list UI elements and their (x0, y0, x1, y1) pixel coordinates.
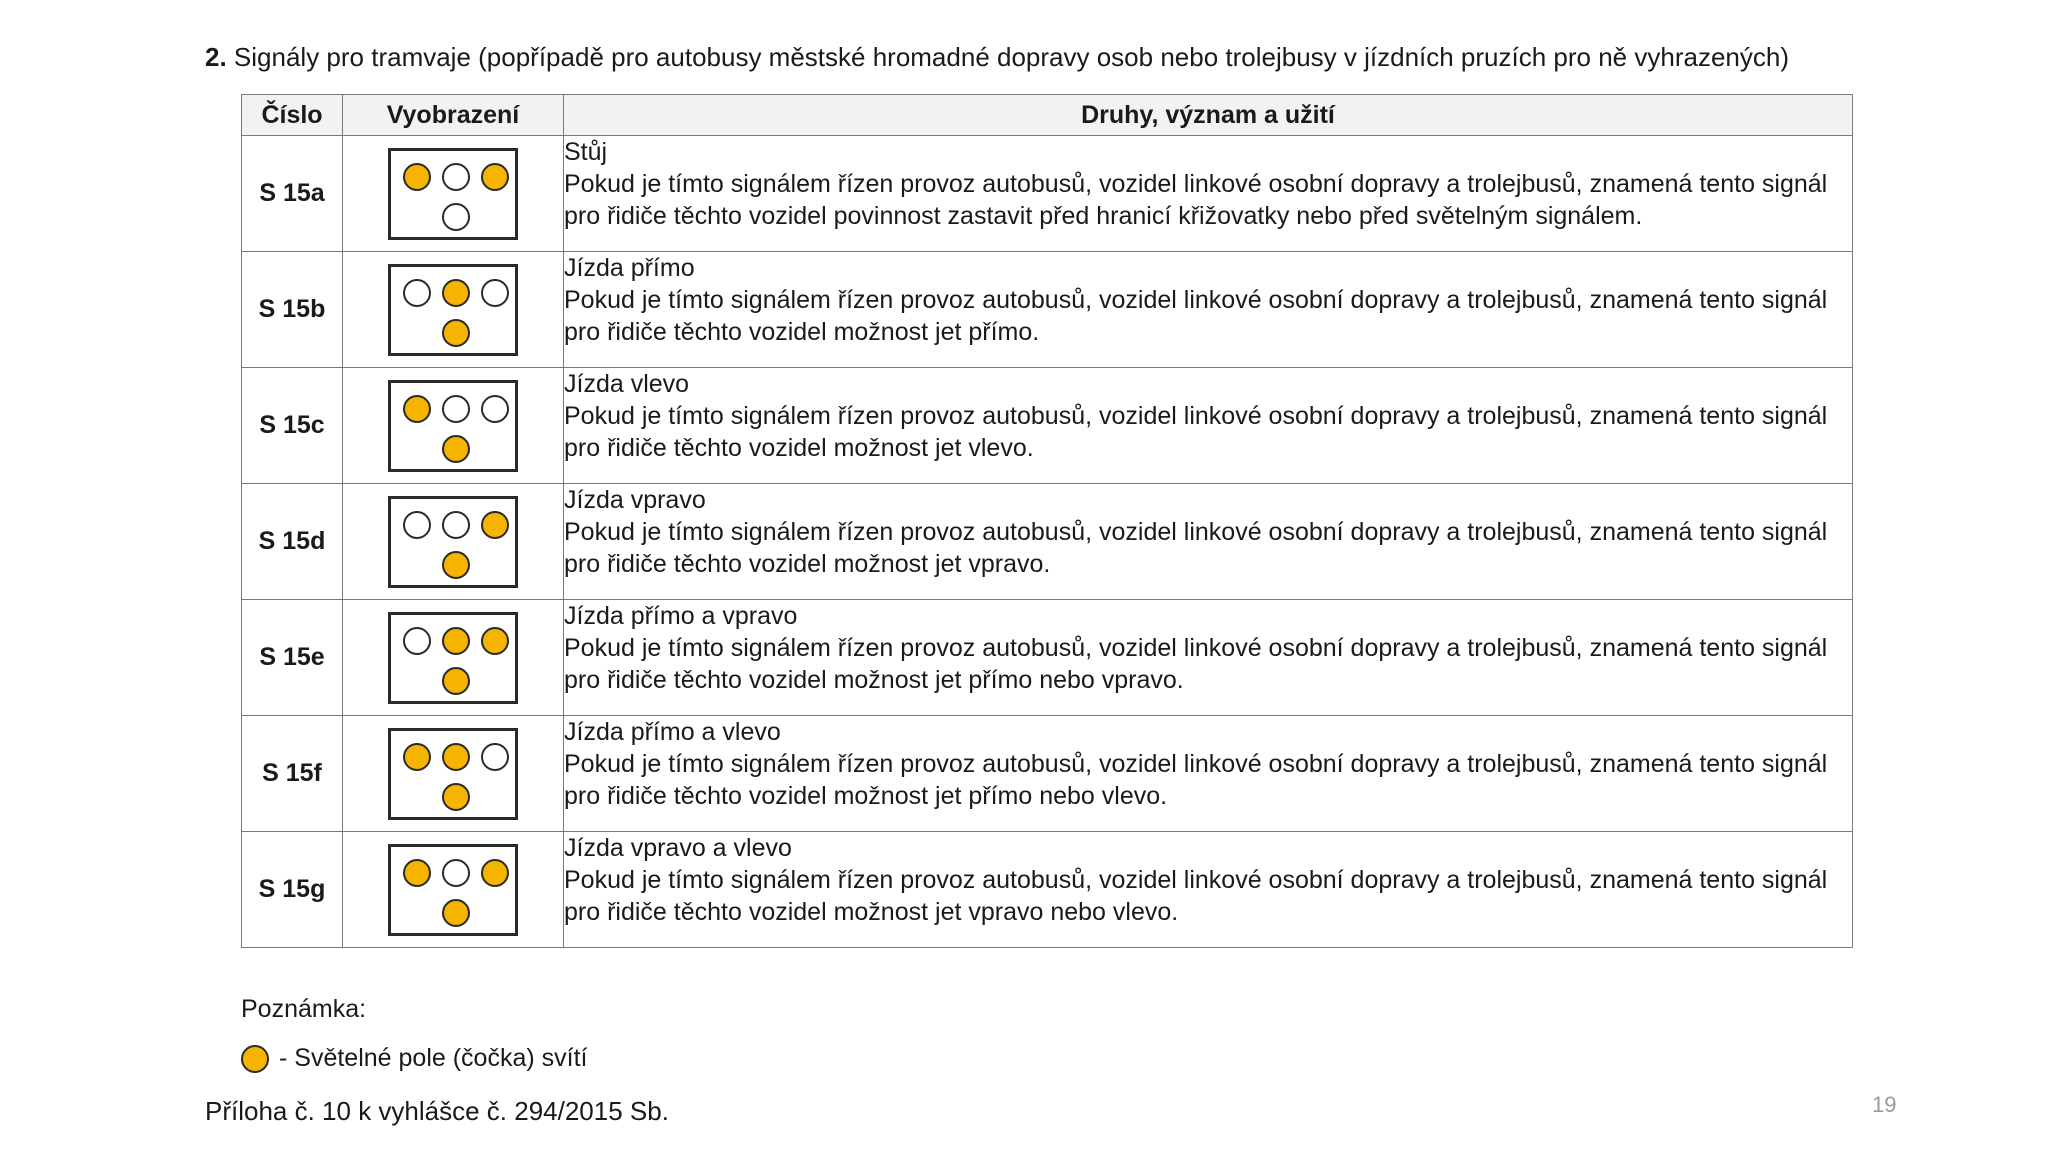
traffic-signal-icon (388, 264, 518, 356)
traffic-signal-icon (388, 380, 518, 472)
signal-meaning (564, 136, 1853, 252)
signal-lens-bottom-lit (442, 667, 470, 695)
signal-description: Pokud je tímto signálem řízen provoz autobusů, vozidel linkové osobní dopravy a trolejbusů, znamená tento signál pro řidiče těchto vozidel možnost jet přímo. (564, 286, 1828, 346)
signal-lens-right-lit (481, 627, 509, 655)
table-row (242, 600, 1853, 716)
signal-lens-left-lit (403, 395, 431, 423)
table-row (242, 716, 1853, 832)
signal-lens-right-lit (481, 163, 509, 191)
signal-image-cell (343, 484, 564, 600)
signal-lens-bottom-lit (442, 783, 470, 811)
signal-image-cell (343, 136, 564, 252)
footer-reference: Příloha č. 10 k vyhlášce č. 294/2015 Sb. (205, 1096, 669, 1126)
signal-code: S 15f (242, 716, 343, 832)
signal-code: S 15b (242, 252, 343, 368)
signal-title: Jízda přímo a vpravo (564, 602, 798, 630)
signal-code: S 15a (242, 136, 343, 252)
signals-table (241, 94, 1853, 948)
signal-lens-left-lit (403, 859, 431, 887)
table-header-row (242, 95, 1853, 136)
page-number: 19 (1872, 1092, 1897, 1117)
section-number: 2. (205, 42, 227, 72)
signal-lens-left-off (403, 279, 431, 307)
signal-title: Jízda vpravo (564, 486, 706, 514)
signal-image-cell (343, 368, 564, 484)
legend (241, 1044, 587, 1073)
signal-description: Pokud je tímto signálem řízen provoz autobusů, vozidel linkové osobní dopravy a trolejbusů, znamená tento signál pro řidiče těchto vozidel možnost jet přímo nebo vpravo. (564, 634, 1828, 694)
signal-meaning (564, 484, 1853, 600)
signal-lens-bottom-lit (442, 899, 470, 927)
signal-lens-bottom-lit (442, 319, 470, 347)
section-title: Signály pro tramvaje (popřípadě pro autobusy městské hromadné dopravy osob nebo trolejbusy v jízdních pruzích pro ně vyhrazených) (233, 42, 1789, 72)
signal-meaning (564, 832, 1853, 948)
signal-lens-right-lit (481, 511, 509, 539)
signal-lens-middle-lit (442, 743, 470, 771)
signal-meaning (564, 600, 1853, 716)
signal-lens-left-lit (403, 163, 431, 191)
signal-code: S 15c (242, 368, 343, 484)
signal-lens-right-off (481, 279, 509, 307)
signal-title: Jízda přímo a vlevo (564, 718, 781, 746)
signal-title: Jízda vpravo a vlevo (564, 834, 792, 862)
signal-image-cell (343, 600, 564, 716)
signal-description: Pokud je tímto signálem řízen provoz autobusů, vozidel linkové osobní dopravy a trolejbusů, znamená tento signál pro řidiče těchto vozidel možnost jet vpravo. (564, 518, 1828, 578)
signals-table-body (242, 136, 1853, 948)
signal-image-cell (343, 252, 564, 368)
signal-description: Pokud je tímto signálem řízen provoz autobusů, vozidel linkové osobní dopravy a trolejbusů, znamená tento signál pro řidiče těchto vozidel povinnost zastavit před hranicí křižovatky nebo před světelným signálem. (564, 170, 1828, 230)
traffic-signal-icon (388, 496, 518, 588)
signal-code: S 15e (242, 600, 343, 716)
signal-meaning (564, 368, 1853, 484)
header-number: Číslo (242, 95, 343, 136)
table-row (242, 832, 1853, 948)
signal-code: S 15d (242, 484, 343, 600)
traffic-signal-icon (388, 612, 518, 704)
signal-code: S 15g (242, 832, 343, 948)
signal-title: Jízda vlevo (564, 370, 690, 398)
traffic-signal-icon (388, 148, 518, 240)
signal-lens-middle-lit (442, 279, 470, 307)
signal-meaning (564, 252, 1853, 368)
legend-text: - Světelné pole (čočka) svítí (279, 1044, 588, 1072)
signal-lens-left-off (403, 627, 431, 655)
signal-lens-right-off (481, 395, 509, 423)
header-image: Vyobrazení (343, 95, 564, 136)
table-row (242, 136, 1853, 252)
signal-description: Pokud je tímto signálem řízen provoz autobusů, vozidel linkové osobní dopravy a trolejbusů, znamená tento signál pro řidiče těchto vozidel možnost jet přímo nebo vlevo. (564, 750, 1828, 810)
traffic-signal-icon (388, 844, 518, 936)
signal-meaning (564, 716, 1853, 832)
signal-lens-middle-off (442, 163, 470, 191)
table-row (242, 368, 1853, 484)
signal-lens-middle-off (442, 395, 470, 423)
signal-lens-bottom-lit (442, 551, 470, 579)
lit-lens-icon (241, 1045, 269, 1073)
section-heading (205, 40, 1789, 74)
signal-image-cell (343, 832, 564, 948)
signal-description: Pokud je tímto signálem řízen provoz autobusů, vozidel linkové osobní dopravy a trolejbusů, znamená tento signál pro řidiče těchto vozidel možnost jet vlevo. (564, 402, 1828, 462)
signal-lens-middle-lit (442, 627, 470, 655)
signal-title: Stůj (564, 138, 608, 166)
signal-description: Pokud je tímto signálem řízen provoz autobusů, vozidel linkové osobní dopravy a trolejbusů, znamená tento signál pro řidiče těchto vozidel možnost jet vpravo nebo vlevo. (564, 866, 1828, 926)
signal-title: Jízda přímo (564, 254, 695, 282)
note-label: Poznámka: (241, 995, 367, 1023)
signal-image-cell (343, 716, 564, 832)
signal-lens-middle-off (442, 859, 470, 887)
signal-lens-bottom-off (442, 203, 470, 231)
signal-lens-right-lit (481, 859, 509, 887)
table-row (242, 484, 1853, 600)
signal-lens-right-off (481, 743, 509, 771)
signal-lens-left-off (403, 511, 431, 539)
signal-lens-bottom-lit (442, 435, 470, 463)
traffic-signal-icon (388, 728, 518, 820)
header-meaning: Druhy, význam a užití (564, 95, 1853, 136)
signal-lens-middle-off (442, 511, 470, 539)
table-row (242, 252, 1853, 368)
signal-lens-left-lit (403, 743, 431, 771)
